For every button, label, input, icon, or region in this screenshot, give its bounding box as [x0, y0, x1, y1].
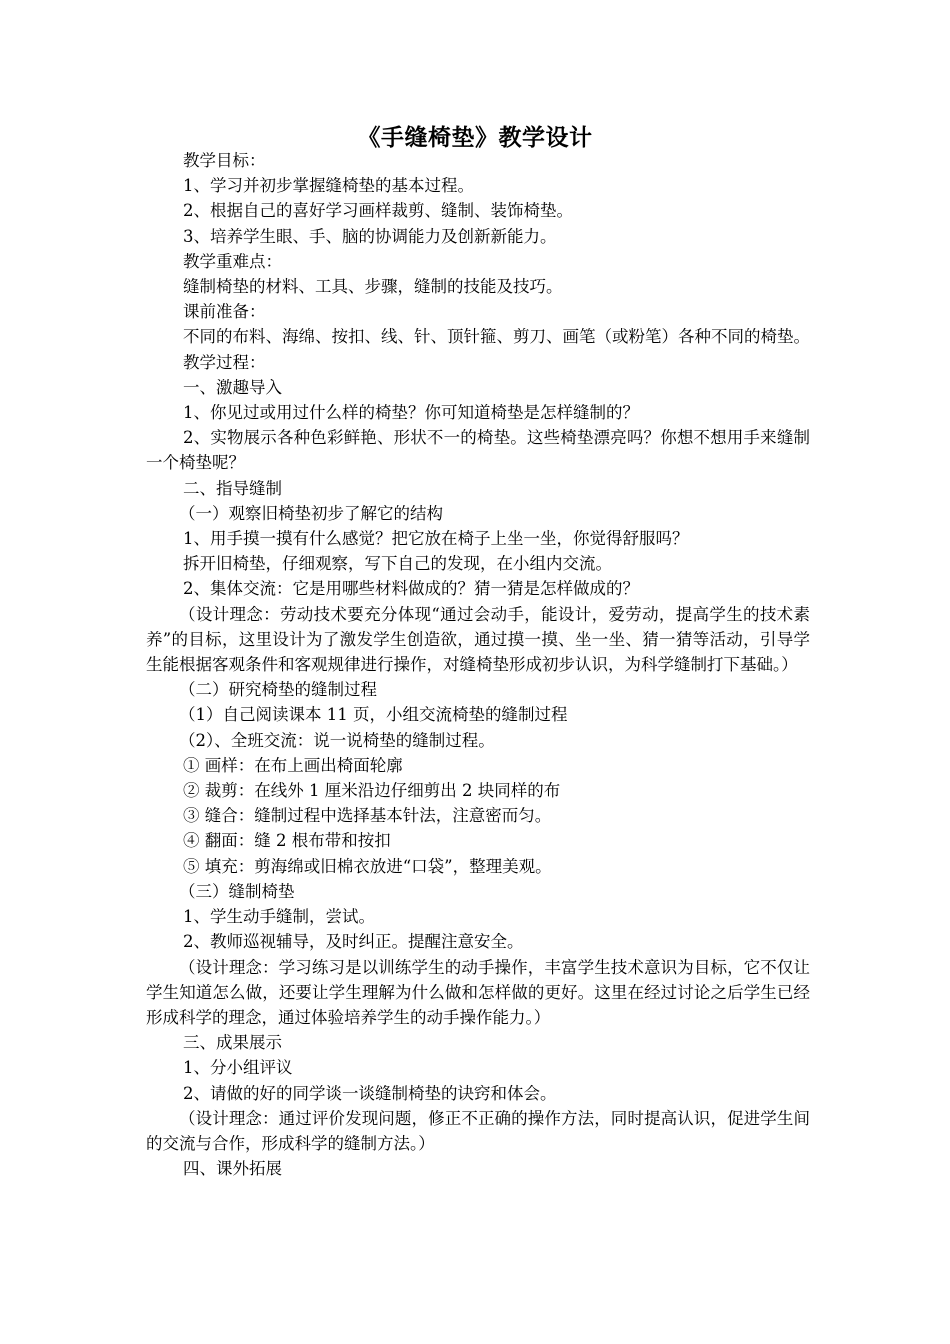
- paragraph: 缝制椅垫的材料、工具、步骤，缝制的技能及技巧。: [183, 277, 563, 297]
- paragraph: 1、你见过或用过什么样的椅垫？你可知道椅垫是怎样缝制的？: [183, 403, 639, 423]
- document-body: [146, 148, 810, 1181]
- paragraph: 四、课外拓展: [183, 1159, 282, 1179]
- paragraph: （设计理念：劳动技术要充分体现“通过会动手，能设计，爱劳动，提高学生的技术素养”的目标，这里设计为了激发学生创造欲，通过摸一摸、坐一坐、猜一猜等活动，引导学生能根据客观条件和客观规律进行操作，对缝椅垫形成初步认识，为科学缝制打下基础。）: [146, 604, 810, 675]
- paragraph: ③ 缝合：缝制过程中选择基本针法，注意密而匀。: [183, 806, 552, 826]
- paragraph: 教学目标：: [183, 151, 266, 170]
- paragraph: 课前准备：: [183, 302, 266, 322]
- paragraph: （三）缝制椅垫: [179, 881, 295, 901]
- paragraph: 不同的布料、海绵、按扣、线、针、顶针箍、剪刀、画笔（或粉笔）各种不同的椅垫。: [183, 327, 810, 347]
- paragraph: 1、学生动手缝制，尝试。: [183, 907, 375, 927]
- paragraph: ④ 翻面：缝 2 根布带和按扣: [183, 831, 391, 851]
- paragraph: 二、指导缝制: [183, 478, 282, 498]
- document-title: 《手缝椅垫》教学设计: [357, 124, 593, 151]
- paragraph: 2、实物展示各种色彩鲜艳、形状不一的椅垫。这些椅垫漂亮吗？你想不想用手来缝制一个椅垫呢？: [146, 428, 810, 473]
- paragraph: （二）研究椅垫的缝制过程: [179, 680, 377, 700]
- paragraph: ⑤ 填充：剪海绵或旧棉衣放进“口袋”，整理美观。: [183, 856, 552, 876]
- paragraph: 三、成果展示: [183, 1033, 282, 1053]
- paragraph: 一、激趣导入: [183, 377, 282, 397]
- paragraph: 2、教师巡视辅导，及时纠正。提醒注意安全。: [183, 932, 524, 952]
- paragraph: 2、根据自己的喜好学习画样裁剪、缝制、装饰椅垫。: [183, 201, 573, 221]
- paragraph: （2）、全班交流：说一说椅垫的缝制过程。: [179, 730, 495, 750]
- paragraph: ① 画样：在布上画出椅面轮廓: [183, 755, 403, 775]
- paragraph: （设计理念：学习练习是以训练学生的动手操作，丰富学生技术意识为目标，它不仅让学生知道怎么做，还要让学生理解为什么做和怎样做的更好。这里在经过讨论之后学生已经形成科学的理念，通过体验培养学生的动手操作能力。）: [146, 957, 810, 1027]
- paragraph: 1、分小组评议: [183, 1058, 293, 1078]
- paragraph: 1、学习并初步掌握缝椅垫的基本过程。: [183, 176, 474, 196]
- paragraph: 2、请做的好的同学谈一谈缝制椅垫的诀窍和体会。: [183, 1083, 557, 1103]
- paragraph: 2、集体交流：它是用哪些材料做成的？猜一猜是怎样做成的？: [183, 579, 639, 599]
- paragraph: （一）观察旧椅垫初步了解它的结构: [179, 503, 443, 523]
- paragraph: 教学重难点：: [183, 251, 282, 271]
- paragraph: 拆开旧椅垫，仔细观察，写下自己的发现，在小组内交流。: [183, 554, 612, 574]
- paragraph: （1）自己阅读课本 11 页，小组交流椅垫的缝制过程: [179, 705, 568, 725]
- paragraph: 教学过程：: [183, 352, 266, 372]
- paragraph: 1、用手摸一摸有什么感觉？把它放在椅子上坐一坐，你觉得舒服吗？: [183, 529, 689, 549]
- paragraph: （设计理念：通过评价发现问题，修正不正确的操作方法，同时提高认识，促进学生间的交流与合作，形成科学的缝制方法。）: [146, 1108, 810, 1153]
- paragraph: 3、培养学生眼、手、脑的协调能力及创新新能力。: [183, 226, 557, 246]
- paragraph: ② 裁剪：在线外 1 厘米沿边仔细剪出 2 块同样的布: [183, 781, 561, 801]
